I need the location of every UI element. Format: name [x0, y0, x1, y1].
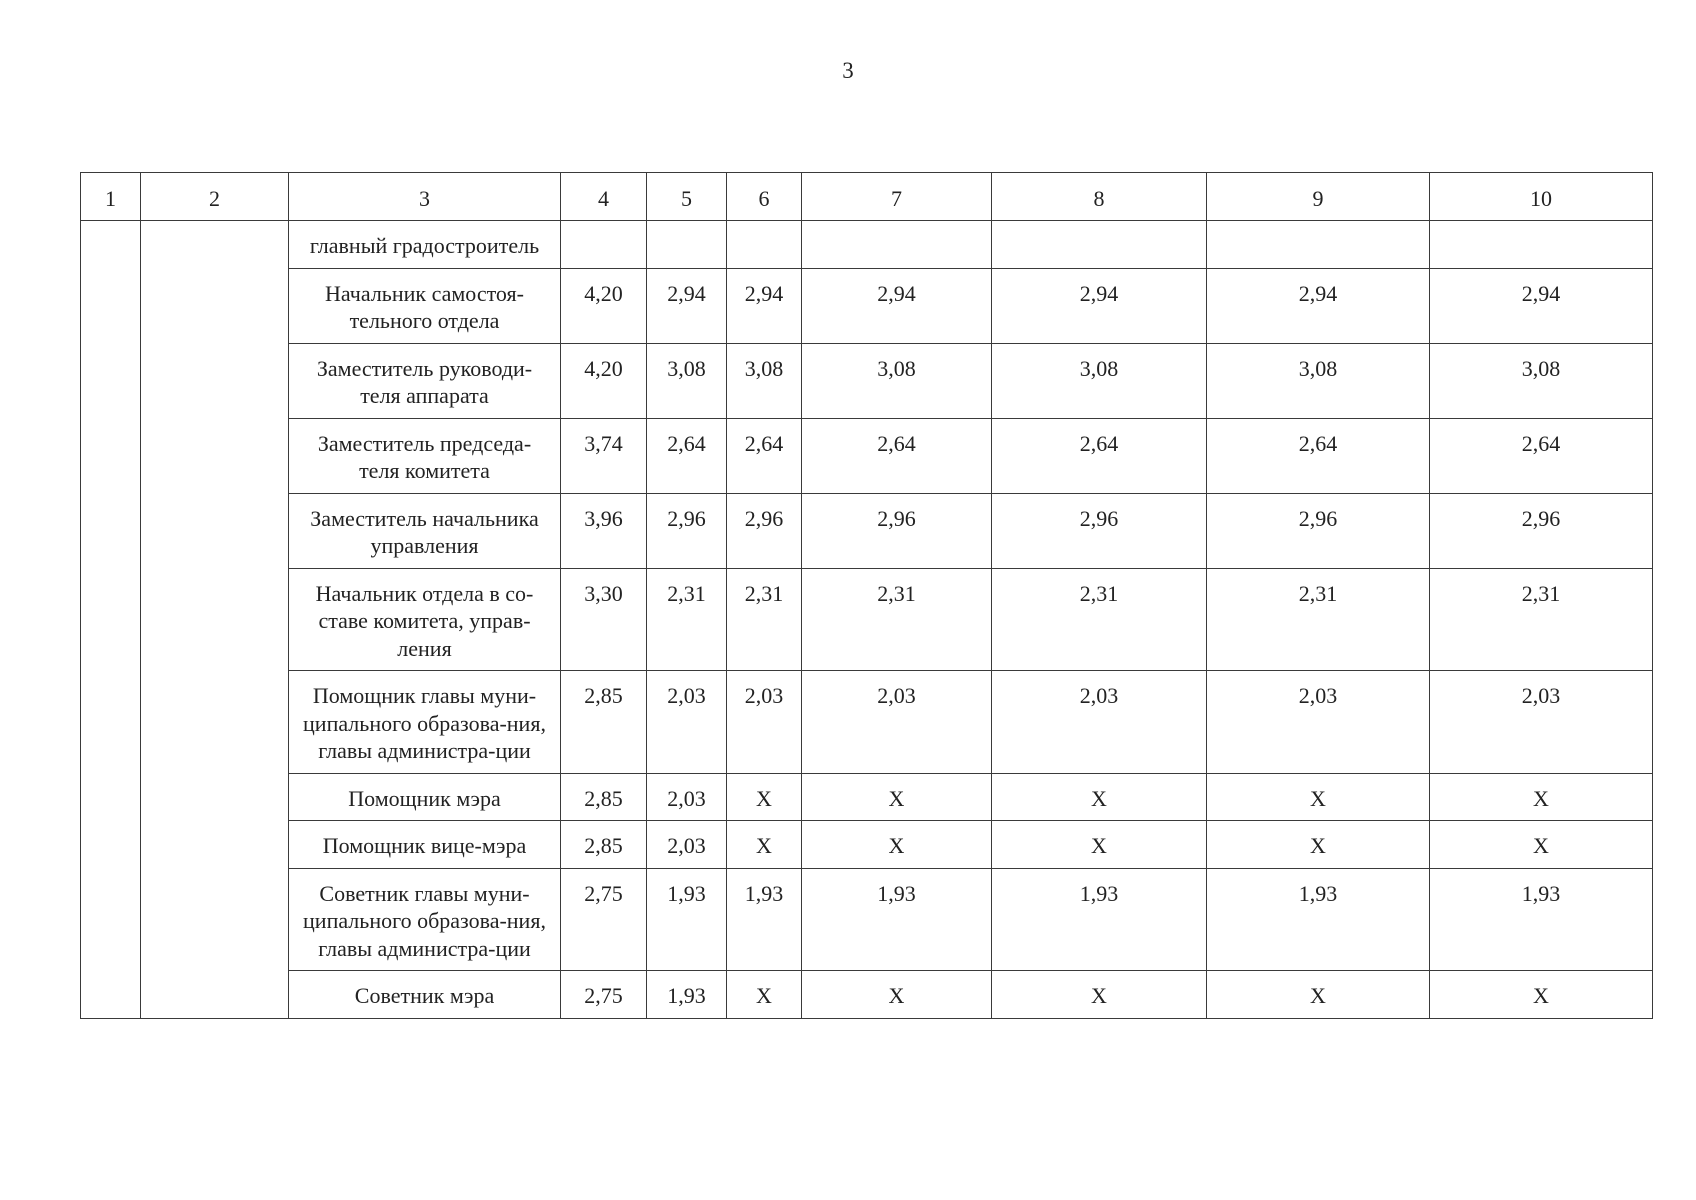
value-cell: 2,96 — [802, 493, 992, 568]
salary-coefficient-table — [80, 172, 1653, 1019]
value-cell: X — [727, 971, 802, 1019]
position-cell: Помощник вице-мэра — [289, 821, 561, 869]
value-cell: 2,94 — [1430, 268, 1653, 343]
value-cell: X — [1207, 773, 1430, 821]
column-header: 8 — [992, 173, 1207, 221]
value-cell — [802, 221, 992, 269]
position-cell: Заместитель председа-теля комитета — [289, 418, 561, 493]
value-cell: 2,03 — [727, 671, 802, 774]
value-cell: X — [802, 773, 992, 821]
value-cell: 2,31 — [727, 568, 802, 671]
value-cell: 2,03 — [647, 773, 727, 821]
value-cell: 2,03 — [802, 671, 992, 774]
table-row — [81, 418, 1653, 493]
value-cell: 2,03 — [1207, 671, 1430, 774]
column-2-cell — [141, 221, 289, 1019]
value-cell: X — [727, 773, 802, 821]
value-cell: 4,20 — [561, 268, 647, 343]
value-cell: 2,94 — [802, 268, 992, 343]
value-cell: X — [992, 971, 1207, 1019]
value-cell: 2,31 — [1207, 568, 1430, 671]
table-row — [81, 868, 1653, 971]
value-cell: 2,64 — [992, 418, 1207, 493]
column-header: 7 — [802, 173, 992, 221]
value-cell: 1,93 — [992, 868, 1207, 971]
value-cell: 2,96 — [1430, 493, 1653, 568]
value-cell: 3,08 — [1207, 343, 1430, 418]
value-cell: 2,96 — [1207, 493, 1430, 568]
value-cell — [1207, 221, 1430, 269]
value-cell: 1,93 — [1207, 868, 1430, 971]
value-cell: 2,31 — [1430, 568, 1653, 671]
value-cell: 2,31 — [992, 568, 1207, 671]
value-cell: 2,64 — [647, 418, 727, 493]
position-cell: Начальник самостоя-тельного отдела — [289, 268, 561, 343]
column-header: 5 — [647, 173, 727, 221]
table-row — [81, 671, 1653, 774]
value-cell: 2,75 — [561, 971, 647, 1019]
value-cell: 2,31 — [647, 568, 727, 671]
value-cell: 1,93 — [647, 971, 727, 1019]
value-cell — [992, 221, 1207, 269]
value-cell: 2,85 — [561, 821, 647, 869]
value-cell: 1,93 — [727, 868, 802, 971]
value-cell: 1,93 — [1430, 868, 1653, 971]
value-cell: 3,74 — [561, 418, 647, 493]
value-cell: 2,64 — [727, 418, 802, 493]
table-row — [81, 821, 1653, 869]
value-cell: 3,08 — [1430, 343, 1653, 418]
value-cell — [647, 221, 727, 269]
column-header: 1 — [81, 173, 141, 221]
value-cell: 4,20 — [561, 343, 647, 418]
value-cell: 2,96 — [727, 493, 802, 568]
position-cell: Советник мэра — [289, 971, 561, 1019]
column-header: 6 — [727, 173, 802, 221]
value-cell: 2,85 — [561, 671, 647, 774]
value-cell: X — [1430, 773, 1653, 821]
value-cell — [561, 221, 647, 269]
value-cell — [727, 221, 802, 269]
column-header: 9 — [1207, 173, 1430, 221]
position-cell: Заместитель руководи-теля аппарата — [289, 343, 561, 418]
table-row — [81, 493, 1653, 568]
column-1-cell — [81, 221, 141, 1019]
value-cell: X — [1207, 971, 1430, 1019]
value-cell: 2,64 — [802, 418, 992, 493]
value-cell: 2,64 — [1207, 418, 1430, 493]
column-header: 3 — [289, 173, 561, 221]
value-cell: X — [992, 773, 1207, 821]
column-header: 2 — [141, 173, 289, 221]
value-cell: X — [1430, 821, 1653, 869]
table-row — [81, 773, 1653, 821]
column-header: 4 — [561, 173, 647, 221]
column-number-row — [81, 173, 1653, 221]
value-cell: X — [727, 821, 802, 869]
value-cell: 2,96 — [647, 493, 727, 568]
value-cell: 1,93 — [647, 868, 727, 971]
value-cell: 2,94 — [647, 268, 727, 343]
value-cell: 2,03 — [647, 671, 727, 774]
column-header: 10 — [1430, 173, 1653, 221]
value-cell: 2,94 — [727, 268, 802, 343]
position-cell: Помощник мэра — [289, 773, 561, 821]
value-cell: 2,85 — [561, 773, 647, 821]
value-cell: 2,64 — [1430, 418, 1653, 493]
value-cell: 2,03 — [992, 671, 1207, 774]
position-cell: главный градостроитель — [289, 221, 561, 269]
table-row — [81, 268, 1653, 343]
position-cell: Советник главы муни-ципального образова-ния, главы администра-ции — [289, 868, 561, 971]
value-cell: X — [802, 821, 992, 869]
value-cell: X — [992, 821, 1207, 869]
position-cell: Помощник главы муни-ципального образова-ния, главы администра-ции — [289, 671, 561, 774]
value-cell — [1430, 221, 1653, 269]
value-cell: 2,94 — [992, 268, 1207, 343]
value-cell: X — [1430, 971, 1653, 1019]
value-cell: 3,30 — [561, 568, 647, 671]
value-cell: 3,96 — [561, 493, 647, 568]
value-cell: 3,08 — [647, 343, 727, 418]
page-number: 3 — [842, 58, 854, 83]
value-cell: 3,08 — [802, 343, 992, 418]
table-row — [81, 221, 1653, 269]
value-cell: 2,96 — [992, 493, 1207, 568]
value-cell: 2,31 — [802, 568, 992, 671]
value-cell: 2,94 — [1207, 268, 1430, 343]
table-row — [81, 568, 1653, 671]
table-row — [81, 971, 1653, 1019]
value-cell: 3,08 — [992, 343, 1207, 418]
value-cell: 2,75 — [561, 868, 647, 971]
position-cell: Заместитель начальника управления — [289, 493, 561, 568]
value-cell: 2,03 — [1430, 671, 1653, 774]
position-cell: Начальник отдела в со-ставе комитета, управ-ления — [289, 568, 561, 671]
table-row — [81, 343, 1653, 418]
value-cell: X — [1207, 821, 1430, 869]
value-cell: 2,03 — [647, 821, 727, 869]
value-cell: 1,93 — [802, 868, 992, 971]
value-cell: X — [802, 971, 992, 1019]
value-cell: 3,08 — [727, 343, 802, 418]
